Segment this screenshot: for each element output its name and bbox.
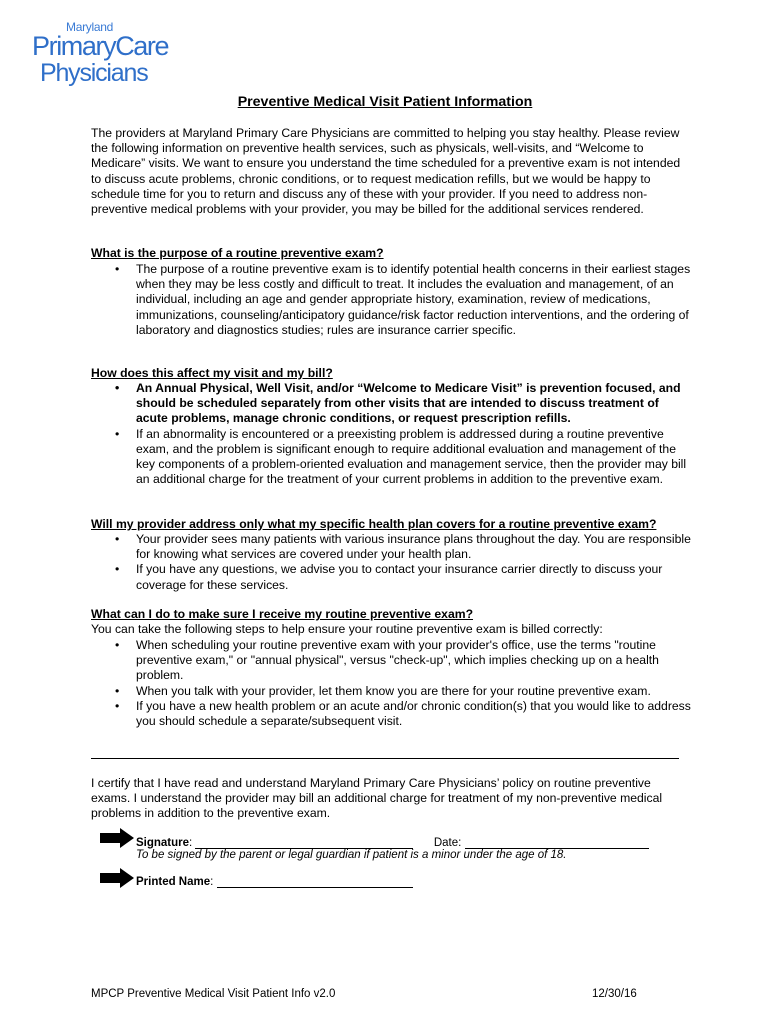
arrow-right-icon	[100, 868, 134, 888]
footer-document-id: MPCP Preventive Medical Visit Patient Info v2.0	[91, 988, 336, 1000]
section-heading-steps: What can I do to make sure I receive my routine preventive exam?	[91, 607, 474, 621]
list-item: • If an abnormality is encountered or a preexisting problem is addressed during a routine preventive exam, and the problem is significant enough to require additional evaluation and management of the key components of a problem-oriented evaluation and management service, then the provider may bill an additional charge for the treatment of your current problems in addition to the preventive exam.	[91, 427, 691, 488]
section-lead-steps: You can take the following steps to help ensure your routine preventive exam is billed correctly:	[91, 622, 603, 636]
signature-field[interactable]	[195, 836, 413, 849]
certification-paragraph: I certify that I have read and understand Maryland Primary Care Physicians’ policy on routine preventive exams. I understand the provider may bill an additional charge for treatment of my non-preventive medical problems in addition to the preventive exam.	[91, 776, 663, 821]
list-item: • Your provider sees many patients with various insurance plans throughout the day. You are responsible for knowing what services are covered under your health plan.	[91, 532, 691, 562]
arrow-right-icon	[100, 828, 134, 848]
date-label: Date:	[433, 837, 462, 849]
date-field[interactable]	[465, 836, 649, 849]
logo	[28, 16, 169, 87]
intro-paragraph: The providers at Maryland Primary Care Physicians are committed to helping you stay healthy. Please review the following information on preventive health services, such as physicals, well-visits, and “Welcome to Medicare” visits. We want to ensure you understand the time scheduled for a preventive exam is not intended to discuss acute problems, chronic conditions, or to request medication refills, but we would be happy to schedule time for you to return and discuss any of these with your provider. If you need to address non-preventive medical problems with your provider, you may be billed for the additional services rendered.	[91, 126, 681, 217]
logo-line-primarycare: PrimaryCare	[32, 31, 169, 61]
page-title: Preventive Medical Visit Patient Information	[237, 94, 533, 110]
signature-label: Signature	[136, 837, 190, 849]
section-heading-coverage: Will my provider address only what my specific health plan covers for a routine preventive exam?	[91, 517, 657, 531]
section-heading-bill: How does this affect my visit and my bill?	[91, 366, 333, 380]
logo-line-physicians: Physicians	[40, 59, 148, 87]
list-item: • The purpose of a routine preventive exam is to identify potential health concerns in their earliest stages when they may be less costly and difficult to treat. It includes the evaluation and management, of an individual, including an age and gender appropriate history, examination, review of medications, immunizations, counseling/anticipatory guidance/risk factor reduction interventions, and the ordering of laboratory and diagnostics studies; rules are insurance carrier specific.	[91, 262, 691, 338]
signature-note: To be signed by the parent or legal guardian if patient is a minor under the age of 18.	[136, 849, 567, 861]
divider	[91, 758, 679, 759]
printed-name-field[interactable]	[217, 875, 413, 888]
section-list-coverage	[91, 532, 691, 593]
list-item: • If you have any questions, we advise you to contact your insurance carrier directly to discuss your coverage for these services.	[91, 562, 691, 592]
list-item: • When you talk with your provider, let them know you are there for your routine preventive exam.	[91, 684, 691, 699]
signature-row: Signature: Date:	[136, 836, 649, 849]
section-list-bill	[91, 381, 691, 487]
list-item: • If you have a new health problem or an acute and/or chronic condition(s) that you would like to address you should schedule a separate/subsequent visit.	[91, 699, 691, 729]
list-item: • When scheduling your routine preventive exam with your provider's office, use the terms "routine preventive exam," or "annual physical", versus "check-up", which implies checking up on a health problem.	[91, 638, 691, 684]
footer-date: 12/30/16	[592, 988, 637, 1000]
section-list-steps	[91, 638, 691, 729]
section-heading-purpose: What is the purpose of a routine preventive exam?	[91, 246, 384, 260]
logo-line-maryland: Maryland	[66, 20, 113, 34]
section-list-purpose	[91, 262, 691, 338]
printed-name-label: Printed Name	[136, 876, 211, 888]
printed-name-row: Printed Name:	[136, 875, 413, 888]
list-item: • An Annual Physical, Well Visit, and/or “Welcome to Medicare Visit” is prevention focused, and should be scheduled separately from other visits that are intended to discuss treatment of acute problems, manage chronic conditions, or request prescription refills.	[91, 381, 691, 427]
